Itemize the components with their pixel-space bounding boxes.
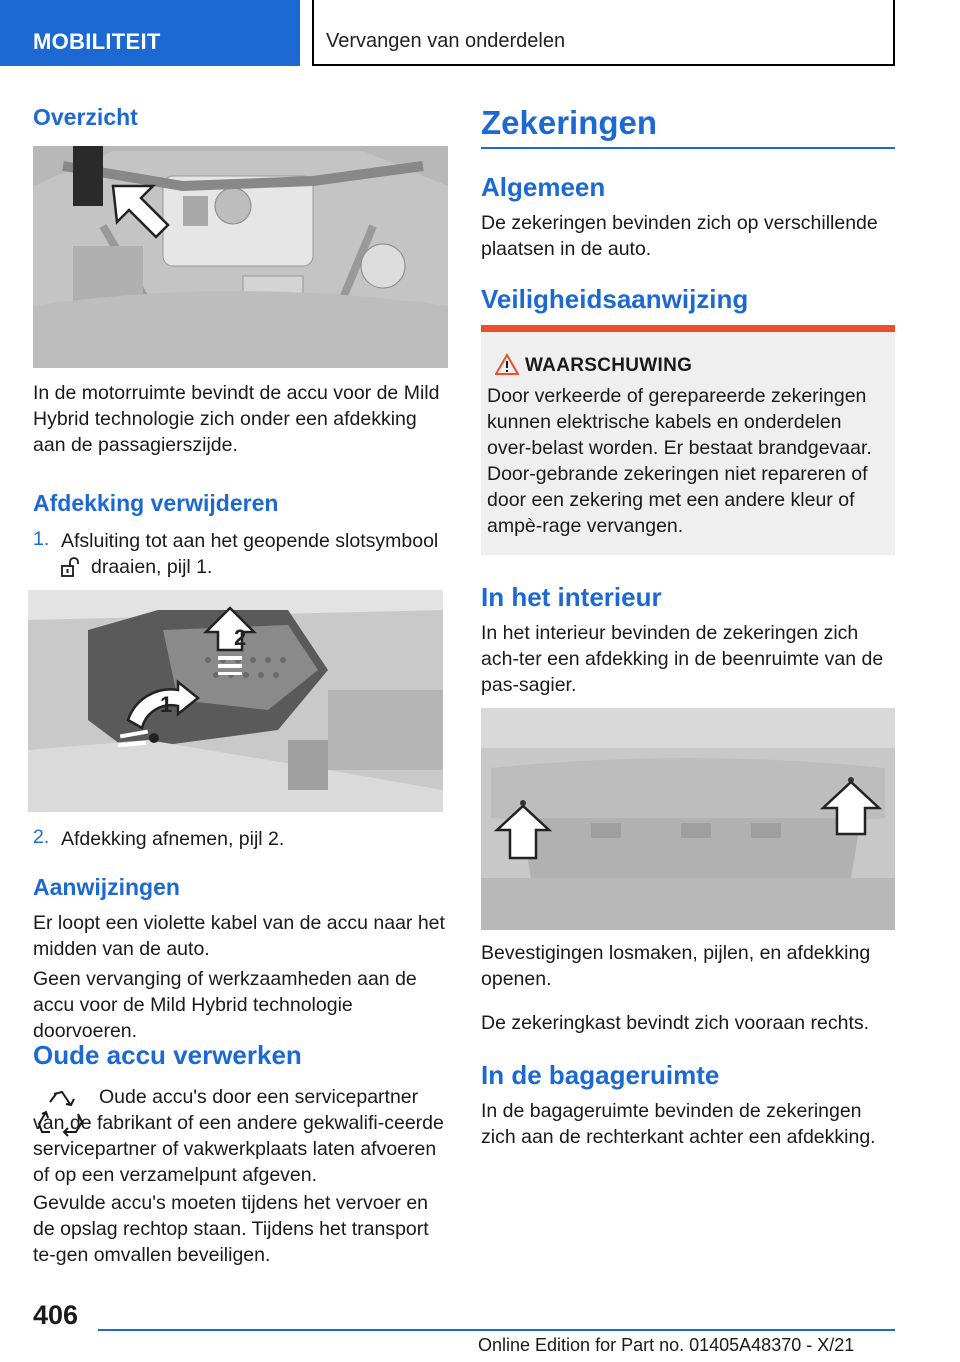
warning-triangle-icon [495, 353, 519, 375]
step-number: 2. [33, 826, 50, 848]
step-text-continued: draaien, pijl 1. [91, 556, 213, 578]
page-number: 406 [33, 1300, 79, 1330]
old-battery-heading: Oude accu verwerken [33, 1040, 302, 1070]
interior-heading: In het interieur [481, 582, 662, 612]
general-heading: Algemeen [481, 172, 606, 202]
trunk-text: In de bagageruimte bevinden de zekeringen zich aan de rechterkant achter een afdekking. [481, 1100, 876, 1148]
engine-bay-image [33, 146, 448, 368]
notes-paragraph-1: Er loopt een violette kabel van de accu naar het midden van de auto. [33, 912, 445, 960]
notes-heading: Aanwijzingen [33, 874, 180, 900]
overview-heading: Overzicht [33, 104, 138, 130]
old-battery-paragraph-1 [33, 1084, 448, 1188]
safety-heading: Veiligheidsaanwijzing [481, 284, 749, 314]
page-header [0, 0, 960, 66]
section-tab: MOBILITEIT [0, 0, 300, 66]
old-battery-paragraph-2: Gevulde accu's moeten tijdens het vervoer en de opslag rechtop staan. Tijdens het transport te-gen omvallen beveiligen. [33, 1192, 429, 1266]
interior-text: In het interieur bevinden de zekeringen zich ach-ter een afdekking in de beenruimte van de pas-sagier. [481, 622, 884, 696]
header-underline [312, 64, 895, 66]
warning-title: WAARSCHUWING [525, 355, 693, 376]
battery-cover-image [28, 590, 443, 812]
step-text: Afdekking afnemen, pijl 2. [61, 828, 285, 850]
arrow-label-1: 1 [160, 692, 173, 717]
step-number: 1. [33, 528, 50, 550]
image-caption: Bevestigingen losmaken, pijlen, en afdekking openen. [481, 942, 871, 990]
chapter-title: Vervangen van onderdelen [326, 30, 566, 52]
warning-box [481, 325, 895, 555]
step-text: Afsluiting tot aan het geopende slotsymbool [61, 530, 439, 552]
header-divider-right [893, 0, 895, 66]
header-divider [312, 0, 314, 66]
old-battery-text-1: Oude accu's door een servicepartner van de fabrikant of een andere gekwalifi-ceerde servicepartner of vakwerkplaats laten afvoeren of op een verzamelpunt afgeven. [33, 1086, 444, 1186]
lock-open-icon [61, 556, 81, 578]
footwell-image [481, 708, 895, 930]
warning-bar [481, 325, 895, 332]
notes-paragraph-2: Geen vervanging of werkzaamheden aan de accu voor de Mild Hybrid technologie doorvoeren. [33, 968, 417, 1042]
main-heading-underline [481, 147, 895, 149]
arrow-label-2: 2 [234, 625, 247, 650]
edition-text: Online Edition for Part no. 01405A48370 - X/21 [478, 1335, 855, 1355]
main-heading: Zekeringen [481, 104, 658, 141]
remove-cover-heading: Afdekking verwijderen [33, 490, 279, 516]
trunk-heading: In de bagageruimte [481, 1060, 720, 1090]
general-text: De zekeringen bevinden zich op verschillende plaatsen in de auto. [481, 212, 878, 260]
warning-text: Door verkeerde of gerepareerde zekeringen kunnen elektrische kabels en onderdelen over-belast worden. Er bestaat brandgevaar. Door-gebrande zekeringen niet repareren of door een zekering met een andere kleur of ampè-rage vervangen. [487, 385, 872, 537]
location-text: De zekeringkast bevindt zich vooraan rechts. [481, 1012, 870, 1034]
footer-line [98, 1329, 895, 1331]
overview-text: In de motorruimte bevindt de accu voor de Mild Hybrid technologie zich onder een afdekking aan de passagierszijde. [33, 382, 440, 456]
